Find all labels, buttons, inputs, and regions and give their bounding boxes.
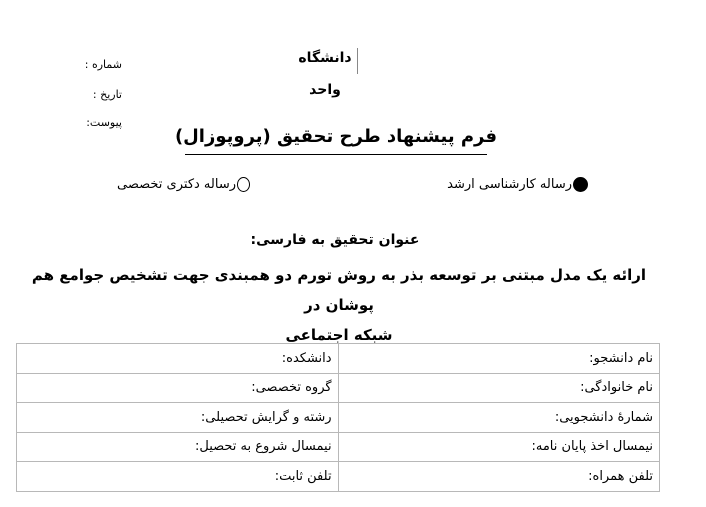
- landline-phone-field[interactable]: تلفن ثابت:: [17, 462, 339, 492]
- student-number-field[interactable]: شمارهٔ دانشجویی:: [338, 403, 659, 433]
- research-title-line-2: شبکه اجتماعی: [285, 326, 393, 344]
- family-name-field[interactable]: نام خانوادگی:: [338, 373, 659, 403]
- table-row: [17, 462, 660, 492]
- faculty-field[interactable]: دانشکده:: [17, 344, 339, 374]
- mobile-phone-field[interactable]: تلفن همراه:: [338, 462, 659, 492]
- table-row: [17, 344, 660, 374]
- student-info-table: [16, 343, 660, 492]
- option-masters-label: رساله کارشناسی ارشد: [447, 177, 572, 192]
- option-phd-thesis[interactable]: [117, 177, 250, 192]
- number-label: شماره :: [84, 58, 122, 71]
- radio-empty-icon: [237, 177, 250, 192]
- research-title-label: عنوان تحقیق به فارسی:: [250, 232, 420, 248]
- table-row: [17, 432, 660, 462]
- branch-label: واحد: [309, 82, 341, 98]
- radio-filled-icon: [573, 177, 588, 192]
- specialty-group-field[interactable]: گروه تخصصی:: [17, 373, 339, 403]
- student-name-field[interactable]: نام دانشجو:: [338, 344, 659, 374]
- thesis-semester-field[interactable]: نیمسال اخذ پایان نامه:: [338, 432, 659, 462]
- date-label: تاریخ :: [92, 88, 122, 101]
- text-cursor: [357, 48, 358, 74]
- university-label: دانشگاه: [298, 50, 352, 66]
- table-row: [17, 373, 660, 403]
- research-title: [24, 260, 654, 350]
- option-phd-label: رساله دکتری تخصصی: [117, 177, 236, 192]
- start-semester-field[interactable]: نیمسال شروع به تحصیل:: [17, 432, 339, 462]
- major-field[interactable]: رشته و گرایش تحصیلی:: [17, 403, 339, 433]
- table-row: [17, 403, 660, 433]
- title-underline: [185, 154, 487, 155]
- option-masters-thesis[interactable]: [447, 177, 588, 192]
- attachment-label: پیوست:: [86, 116, 122, 129]
- form-title: فرم پیشنهاد طرح تحقیق (پروپوزال): [174, 126, 498, 147]
- research-title-line-1: ارائه یک مدل مبتنی بر توسعه بذر به روش تورم دو همبندی جهت تشخیص جوامع هم پوشان در: [31, 266, 647, 314]
